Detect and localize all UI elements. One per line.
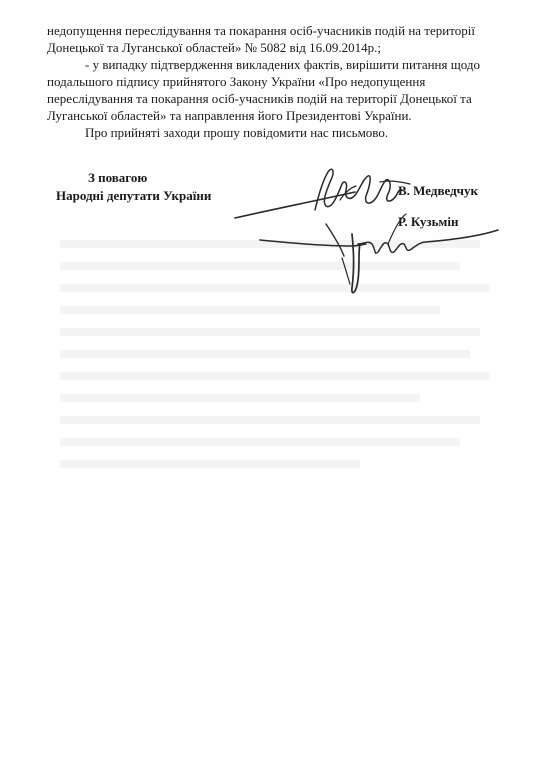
- signature-stroke: [326, 224, 344, 256]
- letter-line: подальшого підпису прийнятого Закону України «Про недопущення: [47, 74, 426, 89]
- letter-line: Про прийняті заходи прошу повідомити нас письмово.: [85, 125, 389, 140]
- letter-line: недопущення переслідування та покарання осіб-учасників подій на території: [47, 23, 475, 38]
- letter-body: [47, 22, 517, 141]
- signature-stroke: [388, 214, 406, 244]
- closing-salutation: З повагою: [88, 170, 148, 185]
- signatory-name-2: Р. Кузьмін: [398, 214, 459, 229]
- letter-line: Донецької та Луганської областей» № 5082 від 16.09.2014р.;: [47, 40, 381, 55]
- closing-signed-by: Народні депутати України: [56, 188, 212, 203]
- signatory-name-1: В. Медведчук: [398, 183, 478, 198]
- signature-stroke: [260, 240, 366, 246]
- letter-line: переслідування та покарання осіб-учасників подій на території Донецької та: [47, 91, 472, 106]
- signature-stroke: [315, 169, 402, 210]
- letter-line: Луганської областей» та направлення його Президентові України.: [47, 108, 412, 123]
- signature-stroke: [342, 258, 350, 284]
- signature-stroke: [352, 234, 360, 293]
- signature-stroke: [358, 230, 498, 253]
- handwritten-signatures: [230, 160, 510, 310]
- letter-line: - у випадку підтвердження викладених фактів, вирішити питання щодо: [85, 57, 480, 72]
